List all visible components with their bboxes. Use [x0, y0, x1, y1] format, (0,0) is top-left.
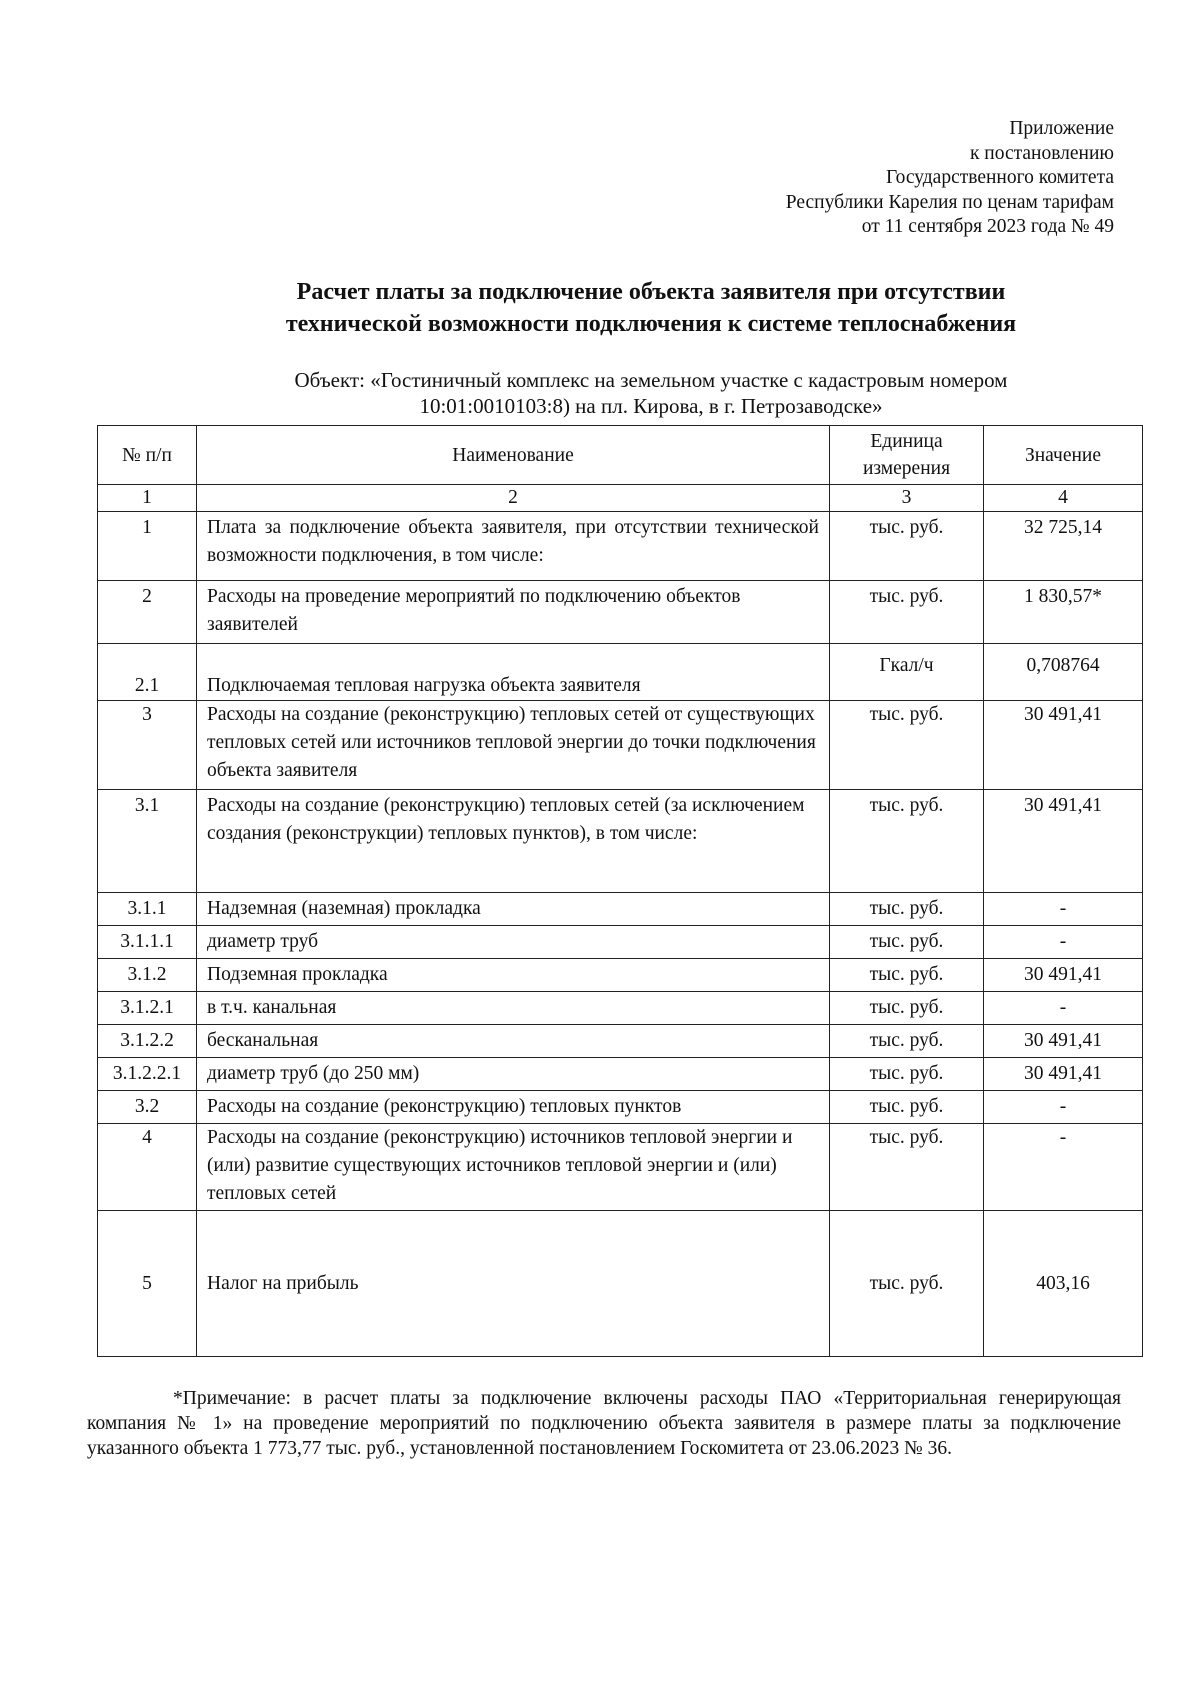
row-num: 4	[98, 1124, 197, 1211]
table-row	[98, 512, 1143, 581]
row-name: Надземная (наземная) прокладка	[197, 893, 830, 926]
document-title	[96, 276, 1200, 340]
row-value: 30 491,41	[984, 1025, 1143, 1058]
row-name: диаметр труб	[197, 926, 830, 959]
header-unit-line: измерения	[862, 458, 951, 479]
row-value: -	[984, 992, 1143, 1025]
row-value: -	[984, 893, 1143, 926]
row-name: Налог на прибыль	[197, 1211, 830, 1357]
table-row	[98, 701, 1143, 790]
row-value: 30 491,41	[984, 790, 1143, 893]
table-row	[98, 959, 1143, 992]
row-name: Расходы на создание (реконструкцию) тепловых пунктов	[197, 1091, 830, 1124]
row-unit: тыс. руб.	[830, 1211, 984, 1357]
footnote: *Примечание: в расчет платы за подключение включены расходы ПАО «Территориальная генерирующая компания № 1» на проведение мероприятий по подключению объекта заявителя в размере платы за подключение указанного объекта 1 773,77 тыс. руб., установленной постановлением Госкомитета от 23.06.2023 № 36.	[87, 1388, 1121, 1459]
row-name: Плата за подключение объекта заявителя, при отсутствии технической возможности подключения, в том числе:	[197, 512, 830, 581]
row-num: 3.1.1.1	[98, 926, 197, 959]
appendix-line: Государственного комитета	[886, 167, 1114, 188]
object-description	[96, 367, 1200, 419]
row-unit: тыс. руб.	[830, 1058, 984, 1091]
column-index: 2	[197, 485, 830, 512]
row-unit: тыс. руб.	[830, 1025, 984, 1058]
table-row	[98, 1091, 1143, 1124]
row-num: 5	[98, 1211, 197, 1357]
appendix-line: Приложение	[1009, 118, 1114, 139]
table-row	[98, 1058, 1143, 1091]
table-row	[98, 893, 1143, 926]
row-unit: тыс. руб.	[830, 1124, 984, 1211]
header-value: Значение	[984, 426, 1143, 485]
row-unit: тыс. руб.	[830, 790, 984, 893]
row-unit: тыс. руб.	[830, 1091, 984, 1124]
header-num: № п/п	[98, 426, 197, 485]
table-row	[98, 581, 1143, 644]
table-row	[98, 1124, 1143, 1211]
header-unit-line: Единица	[870, 431, 943, 452]
row-unit: тыс. руб.	[830, 959, 984, 992]
header-name: Наименование	[197, 426, 830, 485]
appendix-line: Республики Карелия по ценам тарифам	[785, 191, 1114, 213]
column-index: 3	[830, 485, 984, 512]
table-row	[98, 644, 1143, 701]
column-index: 1	[98, 485, 197, 512]
row-num: 3.1.2.2.1	[98, 1058, 197, 1091]
row-num: 2.1	[98, 644, 197, 701]
object-line: Объект: «Гостиничный комплекс на земельном участке с кадастровым номером	[294, 368, 1008, 392]
row-name: в т.ч. канальная	[197, 992, 830, 1025]
row-value: -	[984, 926, 1143, 959]
row-unit: тыс. руб.	[830, 926, 984, 959]
table-row	[98, 1025, 1143, 1058]
row-num: 3.1.2.2	[98, 1025, 197, 1058]
column-index: 4	[984, 485, 1143, 512]
row-name: диаметр труб (до 250 мм)	[197, 1058, 830, 1091]
row-value: 0,708764	[984, 644, 1143, 701]
header-unit	[830, 426, 984, 485]
appendix-line: к постановлению	[969, 142, 1114, 164]
row-value: 403,16	[984, 1211, 1143, 1357]
object-line: 10:01:0010103:8) на пл. Кирова, в г. Петрозаводске»	[419, 394, 883, 418]
row-value: 32 725,14	[984, 512, 1143, 581]
table-row	[98, 926, 1143, 959]
row-num: 3.1.1	[98, 893, 197, 926]
row-unit: тыс. руб.	[830, 992, 984, 1025]
appendix-block	[786, 117, 1114, 240]
row-value: 30 491,41	[984, 959, 1143, 992]
row-num: 2	[98, 581, 197, 644]
column-index-row	[98, 485, 1143, 512]
row-unit: Гкал/ч	[830, 644, 984, 701]
row-name: Расходы на создание (реконструкцию) тепловых сетей (за исключением создания (реконструкции) тепловых пунктов), в том числе:	[197, 790, 830, 893]
row-value: -	[984, 1124, 1143, 1211]
title-line: Расчет платы за подключение объекта заявителя при отсутствии	[296, 279, 1006, 305]
row-num: 1	[98, 512, 197, 581]
calculation-table	[97, 425, 1143, 1357]
row-value: 1 830,57*	[984, 581, 1143, 644]
table-header-row	[98, 426, 1143, 485]
row-value: -	[984, 1091, 1143, 1124]
row-name: Подключаемая тепловая нагрузка объекта заявителя	[197, 644, 830, 701]
row-num: 3.2	[98, 1091, 197, 1124]
row-num: 3.1.2.1	[98, 992, 197, 1025]
row-num: 3	[98, 701, 197, 790]
row-name: Расходы на создание (реконструкцию) тепловых сетей от существующих тепловых сетей или источников тепловой энергии до точки подключения объекта заявителя	[197, 701, 830, 790]
table-row	[98, 992, 1143, 1025]
row-num: 3.1.2	[98, 959, 197, 992]
row-value: 30 491,41	[984, 701, 1143, 790]
row-unit: тыс. руб.	[830, 893, 984, 926]
appendix-line: от 11 сентября 2023 года № 49	[861, 216, 1114, 237]
row-unit: тыс. руб.	[830, 581, 984, 644]
row-num: 3.1	[98, 790, 197, 893]
table-row	[98, 1211, 1143, 1357]
row-name: Подземная прокладка	[197, 959, 830, 992]
row-name: Расходы на создание (реконструкцию) источников тепловой энергии и (или) развитие существующих источников тепловой энергии и (или) тепловых сетей	[197, 1124, 830, 1211]
title-line: технической возможности подключения к системе теплоснабжения	[285, 311, 1017, 337]
row-unit: тыс. руб.	[830, 701, 984, 790]
row-unit: тыс. руб.	[830, 512, 984, 581]
row-name: Расходы на проведение мероприятий по подключению объектов заявителей	[197, 581, 830, 644]
row-value: 30 491,41	[984, 1058, 1143, 1091]
table-row	[98, 790, 1143, 893]
row-name: бесканальная	[197, 1025, 830, 1058]
